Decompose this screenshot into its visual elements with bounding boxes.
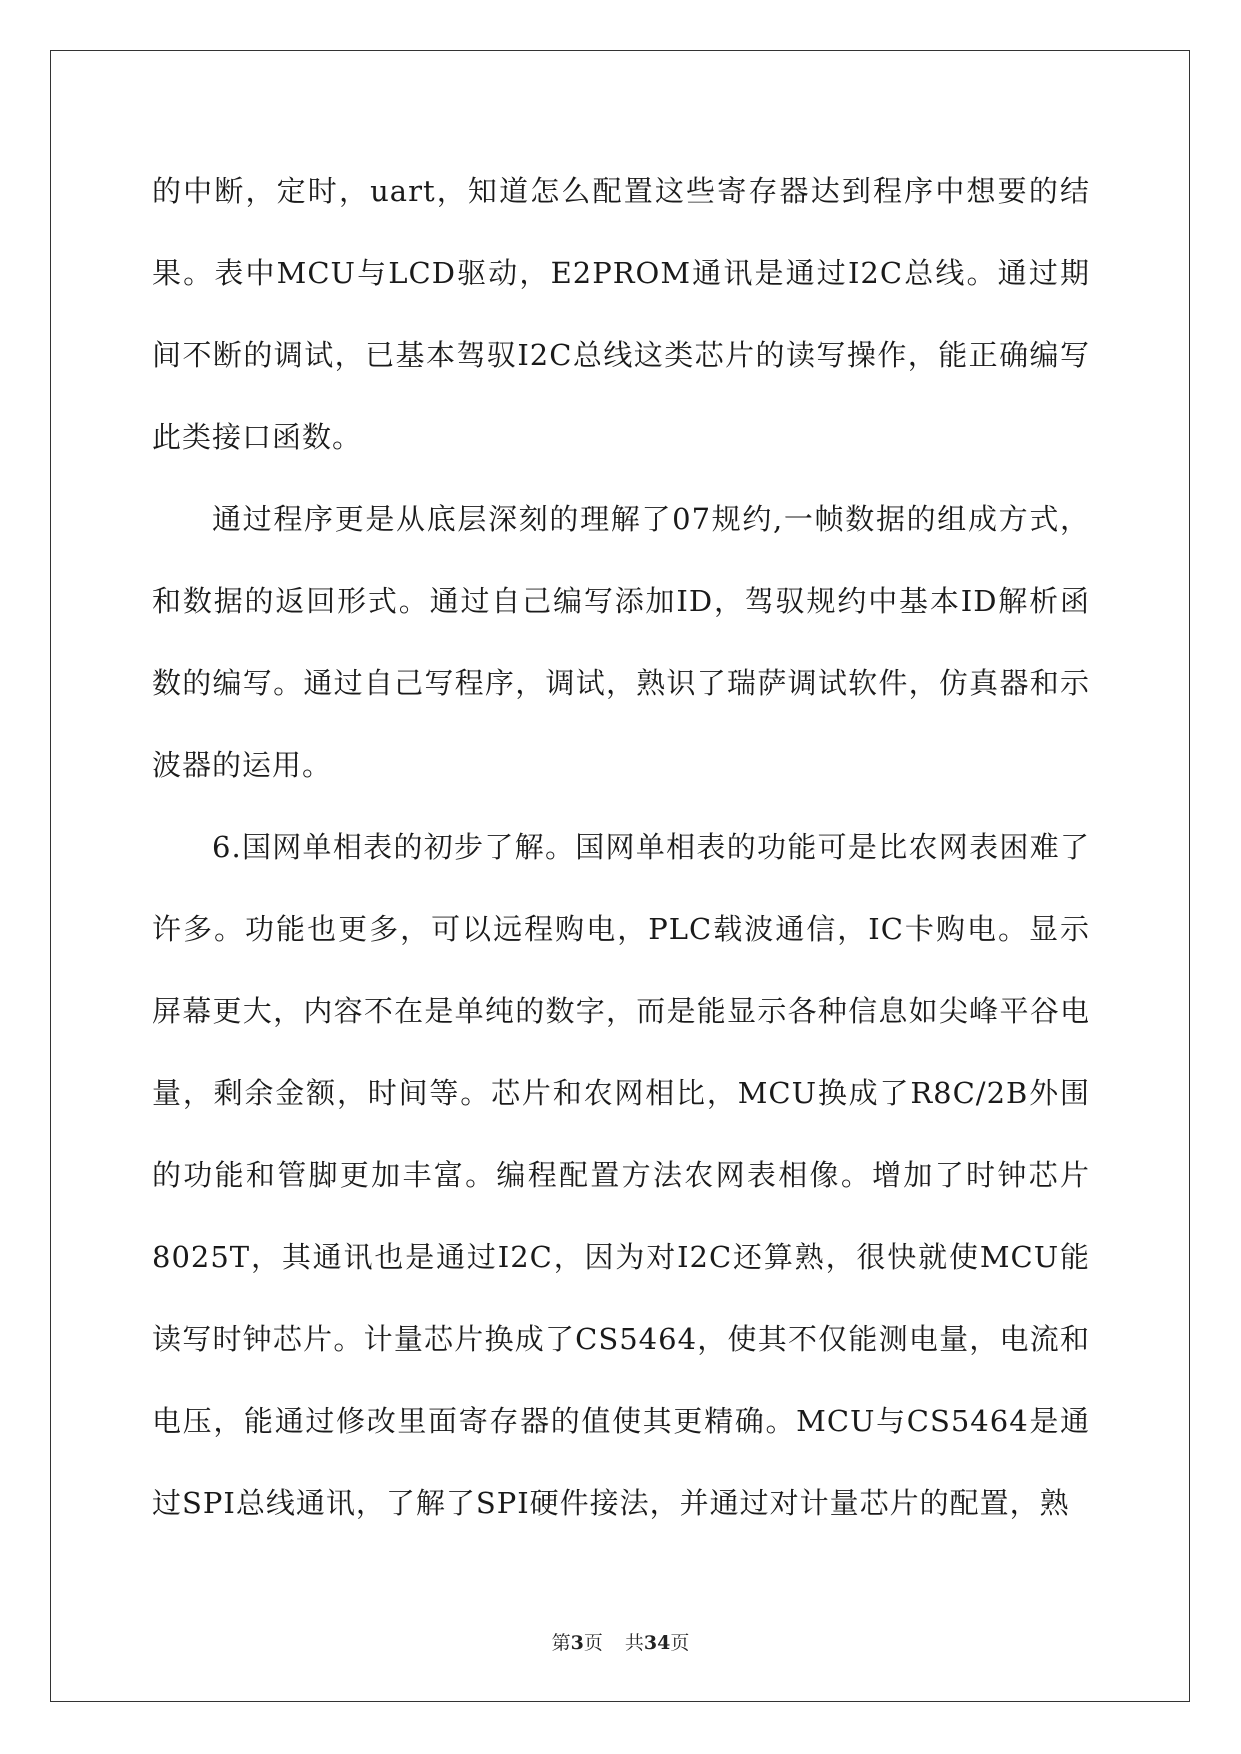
paragraph-3: 6.国网单相表的初步了解。国网单相表的功能可是比农网表困难了许多。功能也更多，可以远程购电，PLC载波通信，IC卡购电。显示屏幕更大，内容不在是单纯的数字，而是能显示各种信息如尖峰平谷电量，剩余金额，时间等。芯片和农网相比，MCU换成了R8C/2B外围的功能和管脚更加丰富。编程配置方法农网表相像。增加了时钟芯片8025T，其通讯也是通过I2C，因为对I2C还算熟，很快就使MCU能读写时钟芯片。计量芯片换成了CS5464，使其不仅能测电量，电流和电压，能通过修改里面寄存器的值使其更精确。MCU与CS5464是通过SPI总线通讯，了解了SPI硬件接法，并通过对计量芯片的配置，熟 <box>152 830 1090 1520</box>
document-body <box>152 150 1090 1544</box>
page-number: 3 <box>570 1632 584 1654</box>
total-suffix: 页 <box>670 1632 690 1654</box>
page-suffix: 页 <box>583 1632 603 1654</box>
paragraph-1: 的中断，定时，uart，知道怎么配置这些寄存器达到程序中想要的结果。表中MCU与LCD驱动，E2PROM通讯是通过I2C总线。通过期间不断的调试，已基本驾驭I2C总线这类芯片的读写操作，能正确编写此类接口函数。 <box>152 174 1090 454</box>
page-prefix: 第 <box>551 1632 571 1654</box>
page-footer <box>0 1628 1241 1655</box>
paragraph-2: 通过程序更是从底层深刻的理解了07规约,一帧数据的组成方式，和数据的返回形式。通过自己编写添加ID，驾驭规约中基本ID解析函数的编写。通过自己写程序，调试，熟识了瑞萨调试软件，仿真器和示波器的运用。 <box>152 502 1090 782</box>
total-prefix: 共 <box>624 1632 644 1654</box>
total-pages: 34 <box>643 1632 671 1654</box>
